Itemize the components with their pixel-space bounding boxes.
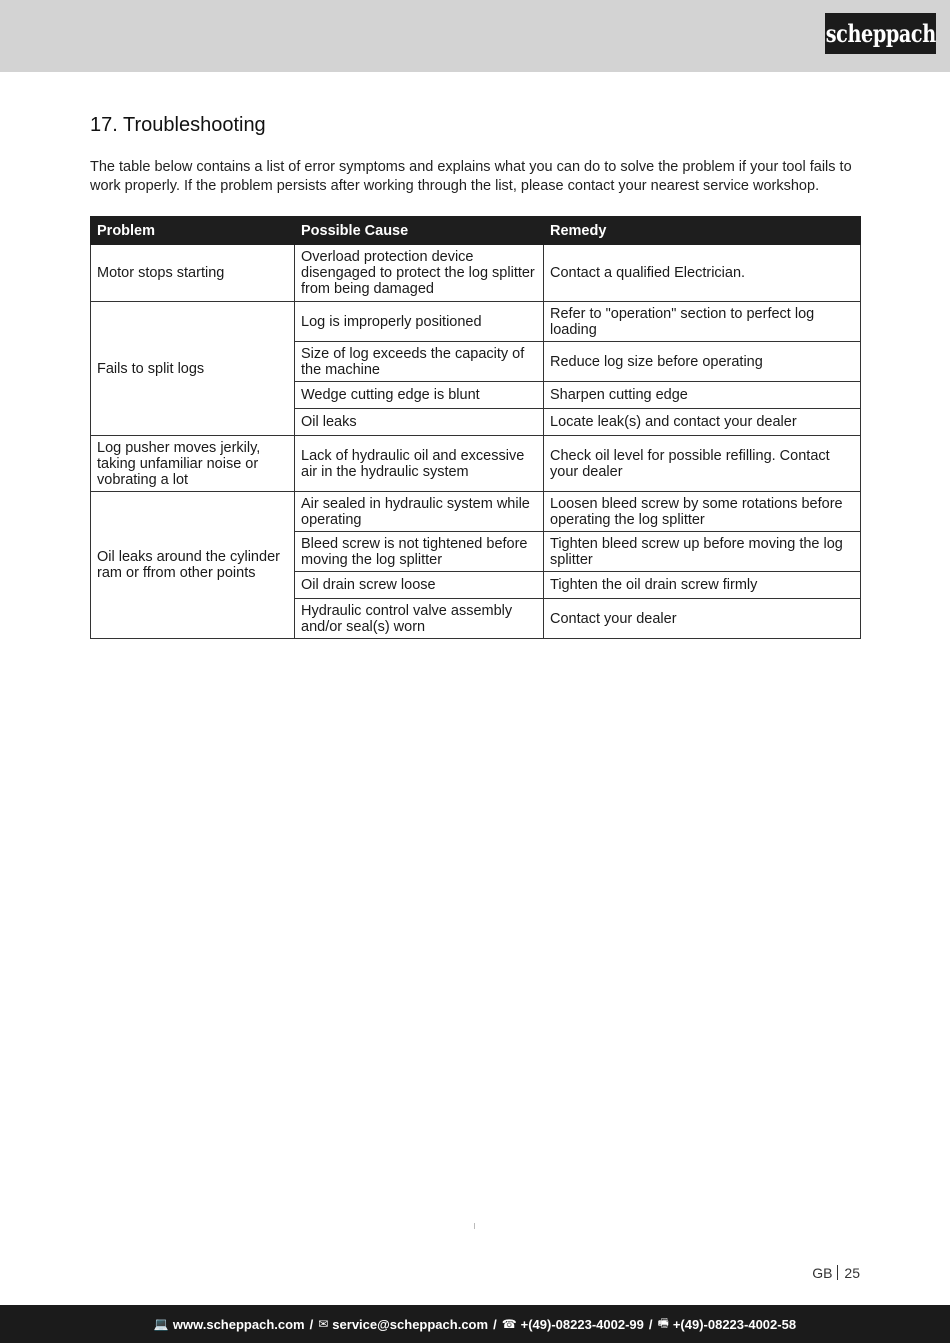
table-row bbox=[91, 245, 861, 302]
cause-cell: Lack of hydraulic oil and excessive air in the hydraulic system bbox=[295, 436, 544, 492]
page-number-value: 25 bbox=[844, 1265, 860, 1281]
remedy-cell: Locate leak(s) and contact your dealer bbox=[544, 409, 861, 436]
remedy-cell: Check oil level for possible refilling. Contact your dealer bbox=[544, 436, 861, 492]
cause-cell: Oil leaks bbox=[295, 409, 544, 436]
footer-phone: +(49)-08223-4002-99 bbox=[520, 1316, 644, 1332]
header-problem: Problem bbox=[91, 217, 295, 245]
cause-cell: Air sealed in hydraulic system while operating bbox=[295, 492, 544, 532]
cause-cell: Size of log exceeds the capacity of the machine bbox=[295, 342, 544, 382]
page-language: GB bbox=[812, 1265, 833, 1281]
footer-website[interactable]: www.scheppach.com bbox=[172, 1316, 305, 1332]
remedy-cell: Tighten the oil drain screw firmly bbox=[544, 572, 861, 599]
header-remedy: Remedy bbox=[544, 217, 861, 245]
header-bar bbox=[0, 0, 950, 72]
remedy-cell: Sharpen cutting edge bbox=[544, 382, 861, 409]
problem-cell: Log pusher moves jerkily, taking unfamiliar noise or vobrating a lot bbox=[91, 436, 295, 492]
table-header-row bbox=[91, 217, 861, 245]
page-tick-mark bbox=[474, 1223, 475, 1229]
phone-icon: ☎ bbox=[501, 1317, 517, 1331]
cause-cell: Hydraulic control valve assembly and/or seal(s) worn bbox=[295, 599, 544, 639]
footer-bar bbox=[0, 1305, 950, 1343]
page-number-divider bbox=[837, 1265, 838, 1280]
footer-email[interactable]: service@scheppach.com bbox=[332, 1316, 489, 1332]
cause-cell: Log is improperly positioned bbox=[295, 302, 544, 342]
cause-cell: Overload protection device disengaged to protect the log splitter from being damaged bbox=[295, 245, 544, 302]
table-row bbox=[91, 302, 861, 342]
remedy-cell: Refer to "operation" section to perfect log loading bbox=[544, 302, 861, 342]
remedy-cell: Contact a qualified Electrician. bbox=[544, 245, 861, 302]
footer-separator: / bbox=[493, 1316, 497, 1332]
remedy-cell: Tighten bleed screw up before moving the log splitter bbox=[544, 532, 861, 572]
cause-cell: Oil drain screw loose bbox=[295, 572, 544, 599]
intro-paragraph: The table below contains a list of error symptoms and explains what you can do to solve the problem if your tool fails to work properly. If the problem persists after working through the list, please contact your nearest service workshop. bbox=[90, 159, 852, 194]
mail-icon: ✉ bbox=[318, 1317, 329, 1331]
table-row bbox=[91, 436, 861, 492]
header-possible-cause: Possible Cause bbox=[295, 217, 544, 245]
remedy-cell: Loosen bleed screw by some rotations before operating the log splitter bbox=[544, 492, 861, 532]
cause-cell: Wedge cutting edge is blunt bbox=[295, 382, 544, 409]
troubleshooting-table bbox=[90, 216, 861, 639]
remedy-cell: Reduce log size before operating bbox=[544, 342, 861, 382]
page-number bbox=[812, 1265, 860, 1281]
computer-icon: 💻 bbox=[153, 1317, 169, 1331]
footer-fax: +(49)-08223-4002-58 bbox=[672, 1316, 797, 1332]
problem-cell: Fails to split logs bbox=[91, 302, 295, 436]
table-row bbox=[91, 492, 861, 532]
remedy-cell: Contact your dealer bbox=[544, 599, 861, 639]
cause-cell: Bleed screw is not tightened before moving the log splitter bbox=[295, 532, 544, 572]
footer-separator: / bbox=[309, 1316, 314, 1332]
problem-cell: Motor stops starting bbox=[91, 245, 295, 302]
section-title: 17. Troubleshooting bbox=[90, 114, 266, 136]
footer-separator: / bbox=[648, 1316, 653, 1332]
problem-cell: Oil leaks around the cylinder ram or ffrom other points bbox=[91, 492, 295, 639]
fax-icon: 🖷 bbox=[657, 1315, 669, 1330]
scheppach-logo: scheppach bbox=[825, 13, 936, 54]
